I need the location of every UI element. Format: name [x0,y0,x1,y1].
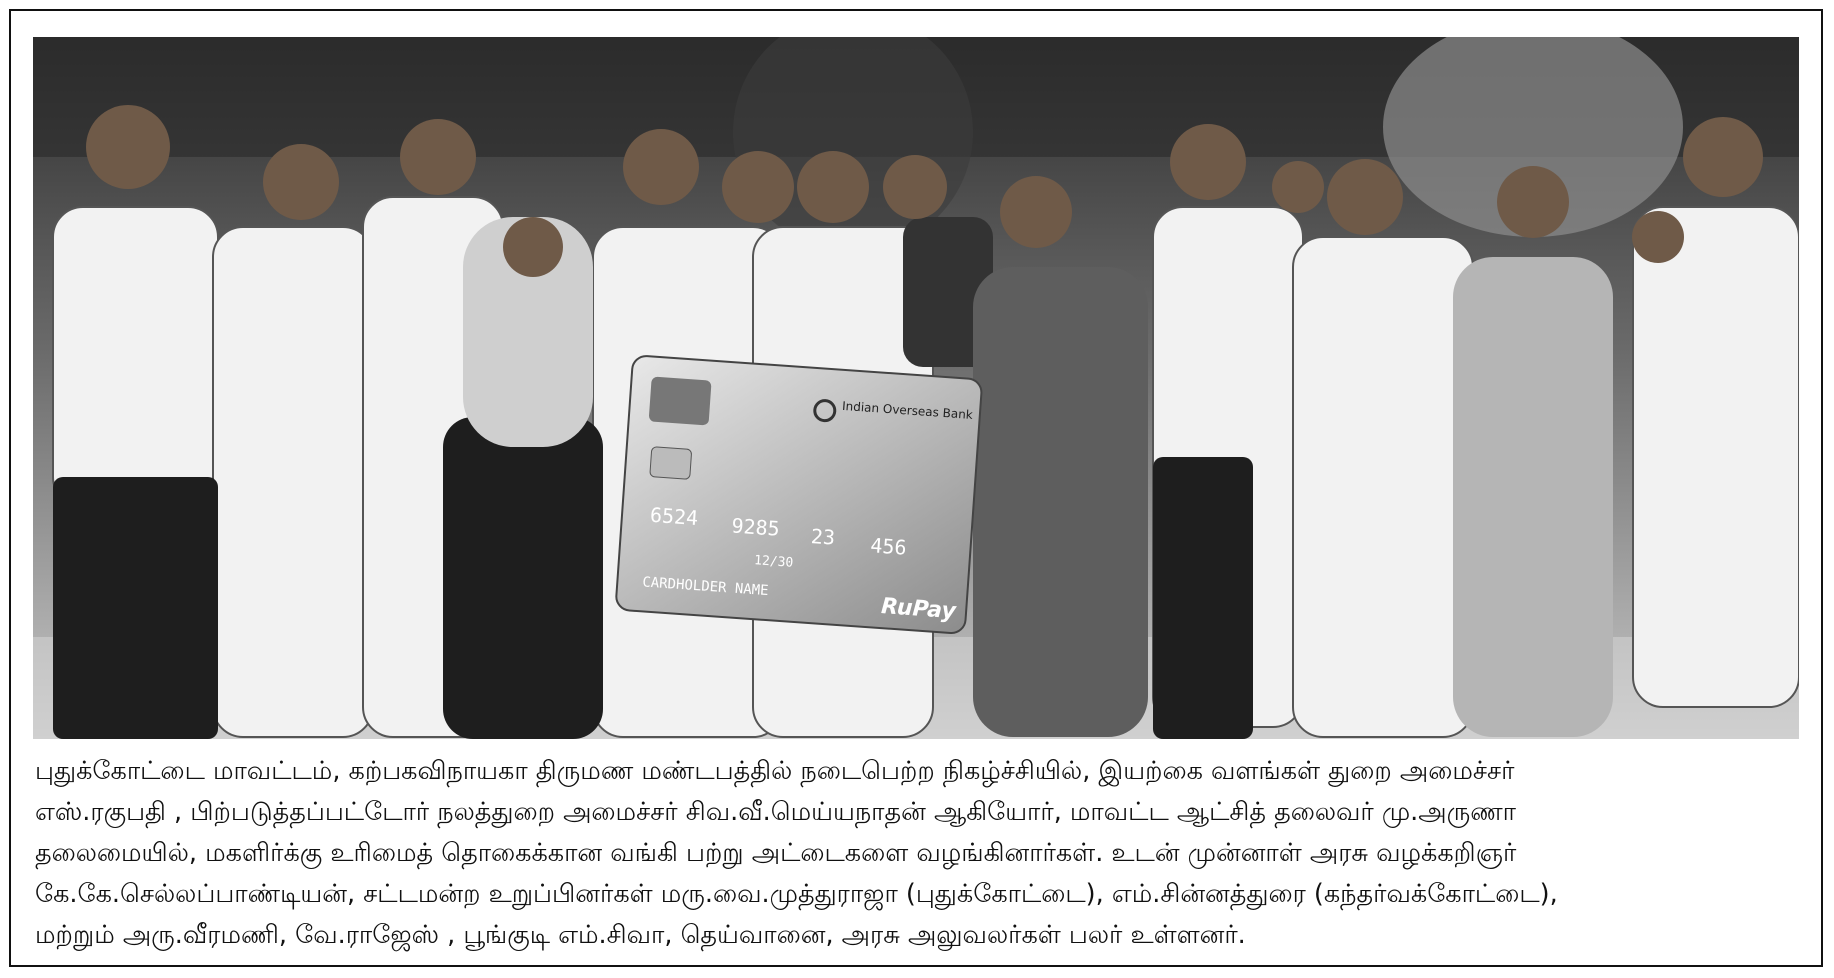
caption-line: தலைமையில், மகளிர்க்கு உரிமைத் தொகைக்கான வங்கி பற்று அட்டைகளை வழங்கினார்கள். உடன் முன்னாள் அரசு வழக்கறிஞர் [35,838,1517,868]
caption-line: எஸ்.ரகுபதி , பிற்படுத்தப்பட்டோர் நலத்துறை அமைச்சர் சிவ.வீ.மெய்யநாதன் ஆகியோர், மாவட்ட ஆட்சித் தலைவர் மு.அருணா [35,797,1516,827]
card-number-group-3: 23 [810,524,836,550]
event-photo-illustration [33,37,1799,739]
card-network-logo: RuPay [880,594,957,625]
caption-line: கே.கே.செல்லப்பாண்டியன், சட்டமன்ற உறுப்பினர்கள் மரு.வை.முத்துராஜா (புதுக்கோட்டை), எம்.சின்னத்துரை (கந்தர்வக்கோட்டை), [35,879,1558,909]
card-holder-label: CARDHOLDER NAME [641,574,770,600]
caption-line: புதுக்கோட்டை மாவட்டம், கற்பகவிநாயகா திருமண மண்டபத்தில் நடைபெற்ற நிகழ்ச்சியில், இயற்கை வளங்கள் துறை அமைச்சர் [35,756,1515,786]
card-number-group-4: 456 [869,533,908,560]
card-chip-icon [650,447,692,480]
card-expiry: 12/30 [753,553,794,571]
news-clipping-frame [9,9,1823,967]
event-photo [33,37,1799,739]
caption-line: மற்றும் அரு.வீரமணி, வே.ராஜேஸ் , பூங்குடி எம்.சிவா, தெய்வானை, அரசு அலுவலர்கள் பலர் உள்ளனர். [35,920,1246,950]
debit-card [615,355,982,634]
govt-emblem-icon [649,376,712,425]
card-number-group-1: 6524 [649,502,699,531]
card-bank-name: Indian Overseas Bank [841,398,974,422]
card-number-group-2: 9285 [730,513,781,541]
photo-caption [35,751,1811,961]
